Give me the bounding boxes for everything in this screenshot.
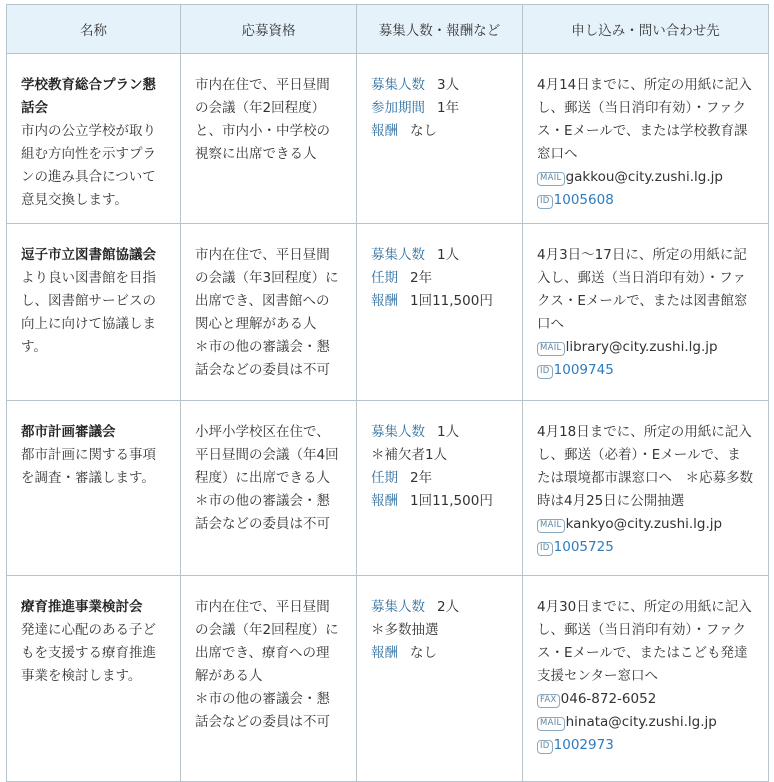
- cell-name: [7, 401, 181, 576]
- detail-value: 1人: [437, 247, 460, 263]
- email-address[interactable]: gakkou@city.zushi.lg.jp: [565, 169, 723, 185]
- cell-contact: [523, 401, 769, 576]
- detail-line: [371, 267, 508, 290]
- detail-note-text: ＊多数抽選: [371, 622, 439, 638]
- detail-value: 2人: [437, 599, 460, 615]
- contact-mail: [537, 336, 754, 359]
- detail-line: [371, 490, 508, 513]
- fax-icon: FAX: [537, 694, 560, 708]
- contact-id: [537, 734, 754, 757]
- detail-label: 報酬: [371, 123, 398, 139]
- mail-icon: MAIL: [537, 717, 565, 731]
- page-id-link[interactable]: 1005725: [553, 539, 614, 555]
- mail-icon: MAIL: [537, 519, 565, 533]
- id-icon: ID: [537, 740, 553, 754]
- detail-label: 参加期間: [371, 100, 425, 116]
- detail-note: [371, 619, 508, 642]
- cell-eligibility: [181, 224, 357, 401]
- committee-description: 発達に心配のある子どもを支援する療育推進事業を検討します。: [21, 622, 156, 684]
- detail-value: 1回11,500円: [410, 493, 493, 509]
- cell-details: [357, 401, 523, 576]
- cell-details: [357, 576, 523, 782]
- contact-fax: [537, 688, 754, 711]
- id-icon: ID: [537, 542, 553, 556]
- eligibility-note: ＊市の他の審議会・懇話会などの委員は不可: [195, 339, 330, 378]
- mail-icon: MAIL: [537, 342, 565, 356]
- eligibility-text: 市内在住で、平日昼間の会議（年3回程度）に出席でき、図書館への関心と理解がある人: [195, 247, 339, 332]
- page-id-link[interactable]: 1005608: [553, 192, 614, 208]
- eligibility-text: 小坪小学校区在住で、平日昼間の会議（年4回程度）に出席できる人: [195, 424, 339, 486]
- header-contact: 申し込み・問い合わせ先: [523, 5, 769, 54]
- email-address[interactable]: kankyo@city.zushi.lg.jp: [565, 516, 723, 532]
- cell-contact: [523, 576, 769, 782]
- fax-number: 046-872-6052: [560, 691, 657, 707]
- eligibility-note: ＊市の他の審議会・懇話会などの委員は不可: [195, 691, 330, 730]
- contact-mail: [537, 711, 754, 734]
- cell-details: [357, 54, 523, 224]
- detail-line: [371, 74, 508, 97]
- eligibility-note: ＊市の他の審議会・懇話会などの委員は不可: [195, 493, 330, 532]
- cell-name: [7, 224, 181, 401]
- eligibility-text: 市内在住で、平日昼間の会議（年2回程度）に出席でき、療育への理解がある人: [195, 599, 339, 684]
- table-row: [7, 576, 769, 782]
- cell-contact: [523, 224, 769, 401]
- detail-line: [371, 596, 508, 619]
- detail-line: [371, 120, 508, 143]
- detail-label: 募集人数: [371, 424, 425, 440]
- page-id-link[interactable]: 1002973: [553, 737, 614, 753]
- cell-contact: [523, 54, 769, 224]
- email-address[interactable]: hinata@city.zushi.lg.jp: [565, 714, 717, 730]
- cell-details: [357, 224, 523, 401]
- detail-label: 募集人数: [371, 77, 425, 93]
- table-row: [7, 224, 769, 401]
- header-eligibility: 応募資格: [181, 5, 357, 54]
- committee-description: より良い図書館を目指し、図書館サービスの向上に向けて協議します。: [21, 270, 156, 355]
- detail-note-text: ＊補欠者1人: [371, 447, 448, 463]
- contact-text: 4月14日までに、所定の用紙に記入し、郵送（当日消印有効）・ファクス・Eメールで、または学校教育課窓口へ: [537, 77, 752, 162]
- header-details: 募集人数・報酬など: [357, 5, 523, 54]
- header-name: 名称: [7, 5, 181, 54]
- detail-value: 2年: [410, 470, 433, 486]
- email-address[interactable]: library@city.zushi.lg.jp: [565, 339, 718, 355]
- cell-eligibility: [181, 401, 357, 576]
- detail-label: 報酬: [371, 293, 398, 309]
- detail-label: 任期: [371, 270, 398, 286]
- committee-name: 都市計画審議会: [21, 424, 116, 440]
- detail-value: なし: [410, 645, 437, 661]
- detail-label: 募集人数: [371, 599, 425, 615]
- contact-text: 4月3日～17日に、所定の用紙に記入し、郵送（当日消印有効）・ファクス・Eメールで、または図書館窓口へ: [537, 247, 748, 332]
- detail-note: [371, 444, 508, 467]
- detail-value: 1回11,500円: [410, 293, 493, 309]
- mail-icon: MAIL: [537, 172, 565, 186]
- contact-id: [537, 189, 754, 212]
- eligibility-text: 市内在住で、平日昼間の会議（年2回程度）と、市内小・中学校の視察に出席できる人: [195, 77, 330, 162]
- contact-id: [537, 536, 754, 559]
- detail-value: 3人: [437, 77, 460, 93]
- detail-label: 任期: [371, 470, 398, 486]
- contact-id: [537, 359, 754, 382]
- id-icon: ID: [537, 365, 553, 379]
- contact-mail: [537, 513, 754, 536]
- detail-line: [371, 467, 508, 490]
- recruitment-table: [6, 4, 769, 782]
- detail-line: [371, 642, 508, 665]
- committee-name: 療育推進事業検討会: [21, 599, 143, 615]
- id-icon: ID: [537, 195, 553, 209]
- detail-value: 1人: [437, 424, 460, 440]
- contact-text: 4月30日までに、所定の用紙に記入し、郵送（当日消印有効）・ファクス・Eメールで、またはこども発達支援センター窓口へ: [537, 599, 752, 684]
- page-id-link[interactable]: 1009745: [553, 362, 614, 378]
- table-row: [7, 401, 769, 576]
- detail-line: [371, 421, 508, 444]
- cell-name: [7, 54, 181, 224]
- detail-line: [371, 244, 508, 267]
- cell-eligibility: [181, 54, 357, 224]
- contact-text: 4月18日までに、所定の用紙に記入し、郵送（必着）・Eメールで、または環境都市課窓口へ ＊応募多数時は4月25日に公開抽選: [537, 424, 753, 509]
- detail-label: 報酬: [371, 645, 398, 661]
- detail-value: 2年: [410, 270, 433, 286]
- detail-line: [371, 290, 508, 313]
- cell-eligibility: [181, 576, 357, 782]
- contact-mail: [537, 166, 754, 189]
- table-row: [7, 54, 769, 224]
- cell-name: [7, 576, 181, 782]
- detail-label: 募集人数: [371, 247, 425, 263]
- detail-value: 1年: [437, 100, 460, 116]
- detail-value: なし: [410, 123, 437, 139]
- committee-name: 逗子市立図書館協議会: [21, 247, 156, 263]
- committee-description: 市内の公立学校が取り組む方向性を示すプランの進み具合について意見交換します。: [21, 123, 156, 208]
- detail-label: 報酬: [371, 493, 398, 509]
- detail-line: [371, 97, 508, 120]
- committee-description: 都市計画に関する事項を調査・審議します。: [21, 447, 156, 486]
- committee-name: 学校教育総合プラン懇話会: [21, 77, 156, 116]
- table-header-row: [7, 5, 769, 54]
